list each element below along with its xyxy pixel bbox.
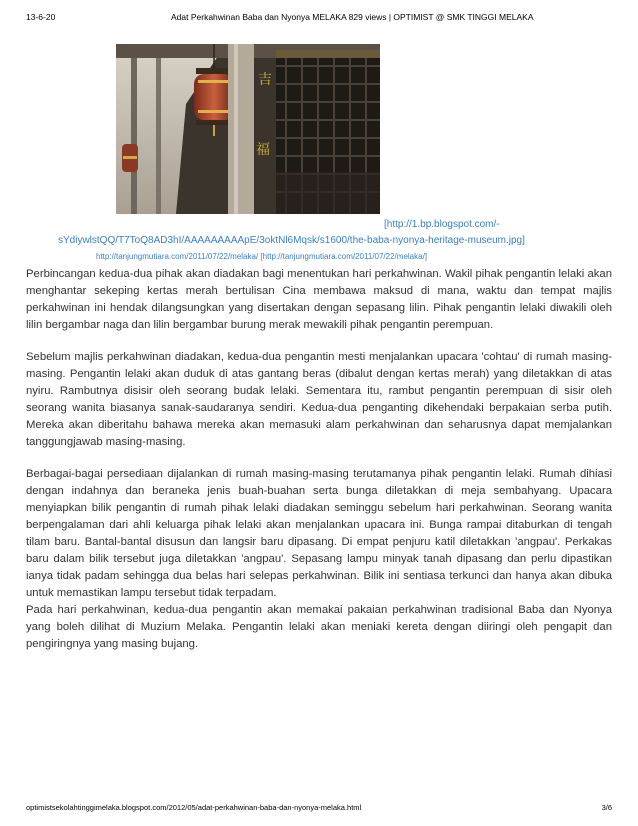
- print-date: 13-6-20: [26, 12, 56, 22]
- image-source-link-part2[interactable]: sYdiywlstQQ/T7ToQ8AD3hI/AAAAAAAAApE/3oktNl6Mqsk/s1600/the-baba-nyonya-heritage-museum.jpg]: [58, 235, 525, 246]
- paragraph-2: Sebelum majlis perkahwinan diadakan, kedua-dua pengantin mesti menjalankan upacara 'cohtau' di rumah masing-masing. Pengantin lelaki akan duduk di atas gantang beras (dibalut dengan kertas merah) yang diletakkan di atas nyiru. Rambutnya disisir oleh seorang budak lelaki. Sementara itu, rambut pengantin perempuan di sisir oleh seorang wanita biasanya sanak-saudaranya sendiri. Kedua-dua penganting dikehendaki berpakaian serba putih. Mereka akan diberitahu bahawa mereka akan memasuki alam perkahwinan dan seharusnya dapat memjalankan tanggungjawab masing-masing.: [26, 351, 612, 448]
- footer-url: optimistsekolahtinggimelaka.blogspot.com/2012/05/adat-perkahwinan-baba-dan-nyonya-melaka.html: [26, 803, 362, 812]
- image-source-link-part1[interactable]: [http://1.bp.blogspot.com/-: [384, 219, 500, 230]
- heritage-photo: [116, 44, 380, 214]
- svg-text:福: 福: [256, 142, 270, 158]
- paragraph-3: Berbagai-bagai persediaan dijalankan di rumah masing-masing terutamanya pihak pengantin lelaki. Rumah dihiasi dengan indahnya dan beraneka jenis buah-buahan serta bunga diletakkan di meja sembahyang. Upacara menyiapkan bilik pengantin di rumah pihak lelaki diadakan seminggu sebelum hari perkahwinan. Seorang wanita berpengalaman dari ahli keluarga pihak lelaki akan menjalankan upacara ini. Bunga rampai ditaburkan di tengah tilam baru. Bantal-bantal disusun dan langsir baru dipasang. Di empat penjuru katil diletakkan 'angpau'. Perkakas baru dalam bilik tersebut juga diletakkan 'angpau'. Sepasang lampu minyak tanah dipasang dan perlu dipastikan ianya tidak padam sehingga dua belas hari selepas perkahwinan. Bilik ini sentiasa terkunci dan hanya akan dibuka untuk memastikan lampu tersebut tidak terpadam.: [26, 468, 612, 599]
- heritage-photo-graphic: [116, 44, 380, 214]
- page-number: 3/6: [601, 803, 612, 812]
- print-header: [26, 12, 612, 26]
- svg-text:吉: 吉: [258, 72, 272, 88]
- paragraph-1: Perbincangan kedua-dua pihak akan diadakan bagi menentukan hari perkahwinan. Wakil pihak pengantin lelaki akan menghantar sekeping kertas merah bertulisan Cina membawa maksud di mana, waktu dan tempat majlis perkahwinan ini hendak dilangsungkan yang disertakan dengan sepasang lilin. Pihak pengantin lelaki diwakili oleh lilin bergambar naga dan lilin bergambar burung merak mewakili pihak pengantin perempuan.: [26, 268, 612, 331]
- paragraph-4: Pada hari perkahwinan, kedua-dua pengantin akan memakai pakaian perkahwinan tradisional Baba dan Nyonya yang boleh dilihat di Muzium Melaka. Pengantin lelaki akan meniaki kereta dengan diiringi oleh pengapit dan pengiringnya yang masing bujang.: [26, 604, 612, 650]
- image-credit-link[interactable]: http://tanjungmutiara.com/2011/07/22/melaka/ [http://tanjungmutiara.com/2011/07/22/melaka/]: [96, 252, 428, 261]
- page-title: Adat Perkahwinan Baba dan Nyonya MELAKA 829 views | OPTIMIST @ SMK TINGGI MELAKA: [171, 12, 534, 22]
